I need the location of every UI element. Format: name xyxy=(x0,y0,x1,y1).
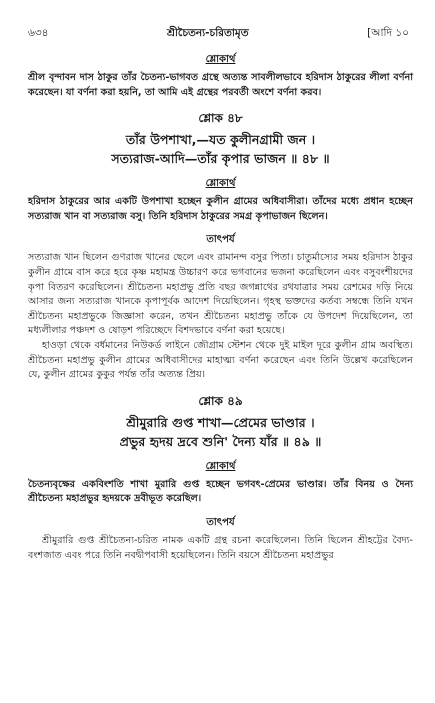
verse-line: সত্যরাজ-আদি—তাঁর কৃপার ভাজন ॥ ৪৮ ॥ xyxy=(111,151,330,167)
verse-heading: শ্লোক ৪৯ xyxy=(198,393,243,408)
book-title: শ্রীচৈতন্য-চরিতামৃত xyxy=(166,27,249,39)
page-number: ৬৩৪ xyxy=(28,27,49,39)
translation-text: চৈতন্যবৃক্ষের একবিংশতি শাখা মুরারি গুপ্ত হচ্ছেন ভগবৎ-প্রেমের ভাণ্ডার। তাঁর বিনয় ও দৈন্য শ্রীচৈতন্য মহাপ্রভুর হৃদয়কে দ্রবীভূত করেছিল। xyxy=(28,478,413,505)
page-header xyxy=(28,26,413,44)
purport-text: শ্রীমুরারি গুপ্ত শ্রীচৈতন্য-চরিত নামক একটি গ্রন্থ রচনা করেছিলেন। তিনি ছিলেন শ্রীহট্টের বৈদ্য-বংশজাত এবং পরে তিনি নবদ্বীপবাসী হয়েছিলেন। তিনি বয়সে শ্রীচৈতন্য মহাপ্রভুর xyxy=(28,534,413,561)
section-label-purport: তাৎপর্য xyxy=(206,516,235,528)
section-label-purport: তাৎপর্য xyxy=(206,234,235,246)
verse-line: প্রভুর হৃদয় দ্রবে শুনি' দৈন্য যাঁর ॥ ৪৯ ॥ xyxy=(119,433,322,449)
section-label-translation: শ্লোকার্থ xyxy=(205,54,236,65)
section-label-translation: শ্লোকার্থ xyxy=(205,460,236,472)
verse-line: শ্রীমুরারি গুপ্ত শাখা—প্রেমের ভাণ্ডার । xyxy=(126,414,315,430)
section-label-translation: শ্লোকার্থ xyxy=(205,178,236,190)
purport-text: হাওড়া থেকে বর্ধমানের নিউকর্ড লাইনে জৌগ্রাম স্টেশন থেকে দুই মাইল দূরে কুলীন গ্রাম অবস্থিত। শ্রীচৈতন্য মহাপ্রভু কুলীন গ্রামের অধিবাসীদের মাহাত্ম্য বর্ণনা করেছেন এবং তিনি উল্লেখ করেছিলেন যে, কুলীন গ্রামের কুকুর পর্যন্ত তাঁর অত্যন্ত প্রিয়। xyxy=(28,339,413,381)
translation-text: শ্রীল বৃন্দাবন দাস ঠাকুর তাঁর চৈতন্য-ভাগবত গ্রন্থে অত্যন্ত সাবলীলভাবে হরিদাস ঠাকুরের লীলা বর্ণনা করেছেন। যা বর্ণনা করা হয়নি, তা আমি এই গ্রন্থের পরবর্তী অংশে বর্ণনা করব। xyxy=(28,72,413,98)
purport-text: সত্যরাজ খান ছিলেন গুণরাজ খানের ছেলে এবং রামানন্দ বসুর পিতা। চাতুর্মাস্যের সময় হরিদাস ঠাকুর কুলীন গ্রামে বাস করে হরে কৃষ্ণ মহামন্ত্র উচ্চারণ করে ভগবানের ভজনা করেছিলেন এবং বসুবংশীয়দের কৃপা বিতরণ করেছিলেন। শ্রীচৈতন্য মহাপ্রভু প্রতি বছর জগন্নাথের রথযাত্রার সময় রেশমের দড়ি নিয়ে আসার জন্য সত্যরাজ খানকে কৃপাপূর্বক আদেশ দিয়েছিলেন। গৃহস্থ ভক্তদের কর্তব্য সম্বন্ধে তিনি যখন শ্রীচৈতন্য মহাপ্রভুকে জিজ্ঞাসা করেন, তখন শ্রীচৈতন্য মহাপ্রভু তাঁকে যে উপদেশ দিয়েছিলেন, তা মধ্যলীলার পঞ্চদশ ও ষোড়শ পরিচ্ছেদে বিশদভাবে বর্ণনা করা হয়েছে। xyxy=(28,252,413,337)
chapter-reference: [আদি ১০ xyxy=(367,27,409,39)
verse-line: তাঁর উপশাখা,—যত কুলীনগ্রামী জন । xyxy=(125,132,316,148)
verse-heading: শ্লোক ৪৮ xyxy=(198,111,243,126)
translation-text: হরিদাস ঠাকুরের আর একটি উপশাখা হচ্ছেন কুলীন গ্রামের অধিবাসীরা। তাঁদের মধ্যে প্রধান হচ্ছেন সত্যরাজ খান বা সত্যরাজ বসু। তিনি হরিদাস ঠাকুরের সমগ্র কৃপাভাজন ছিলেন। xyxy=(28,196,413,222)
